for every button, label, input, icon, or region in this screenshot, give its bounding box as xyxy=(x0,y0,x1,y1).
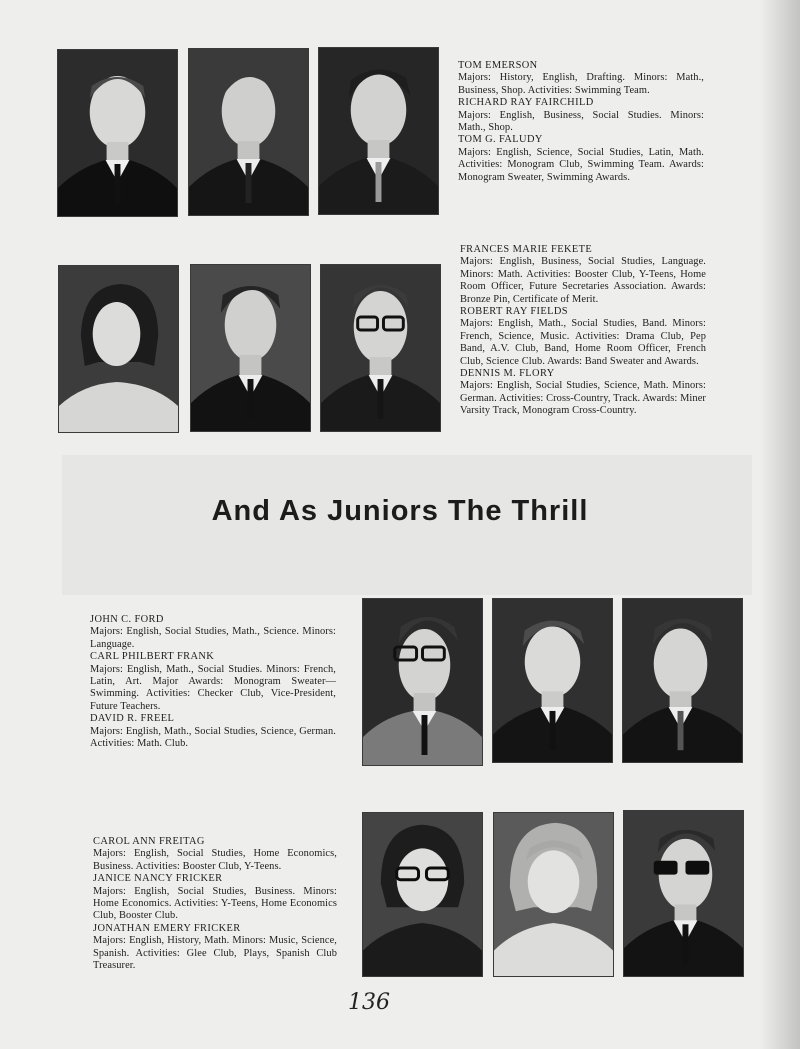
portrait-photo xyxy=(362,598,483,766)
bio-block xyxy=(93,836,337,972)
portrait-photo xyxy=(188,48,309,216)
portrait-photo xyxy=(57,49,178,217)
student-name: JONATHAN EMERY FRICKER xyxy=(93,922,241,934)
portrait-photo xyxy=(623,810,744,977)
student-name: DAVID R. FREEL xyxy=(90,713,175,725)
student-name: RICHARD RAY FAIRCHILD xyxy=(458,97,594,109)
student-details: Majors: English, Science, Social Studies, Latin, Math. Activities: Monogram Club, Swimming Team. Awards: Monogram Sweater, Swimming Awards. xyxy=(458,146,704,183)
student-details: Majors: English, Math., Social Studies. Minors: French, Latin, Art. Major Awards: Monogram Sweater—Swimming. Activities: Checker Club, Vice-President, Future Teachers. xyxy=(90,663,336,712)
student-details: Majors: English, Social Studies, Business. Minors: Home Economics. Activities: Y-Teens, Home Economics Club, Booster Club. xyxy=(93,885,337,922)
student-name: ROBERT RAY FIELDS xyxy=(460,306,568,318)
section-headline: And As Juniors The Thrill xyxy=(211,495,589,527)
student-name: TOM EMERSON xyxy=(458,60,538,71)
bio-block xyxy=(458,60,704,184)
student-details: Majors: English, Business, Social Studies, Language. Minors: Math. Activities: Booster Club, Y-Teens, Home Room Officer, Future Secretaries Association. Awards: Bronze Pin, Certificate of Merit. xyxy=(460,256,706,305)
student-details: Majors: English, Social Studies, Math., Science. Minors: Language. xyxy=(90,626,336,650)
portrait-photo xyxy=(493,812,614,977)
student-name: CARL PHILBERT FRANK xyxy=(90,651,215,663)
student-details: Majors: English, Social Studies, Science, Math. Minors: German. Activities: Cross-Country, Track. Awards: Miner Varsity Track, Monogram Cross-Country. xyxy=(460,380,706,417)
portrait-photo xyxy=(318,47,439,215)
student-name: JOHN C. FORD xyxy=(90,614,164,625)
student-details: Majors: History, English, Drafting. Minors: Math., Business, Shop. Activities: Swimming Team. xyxy=(458,72,704,96)
portrait-photo xyxy=(58,265,179,433)
student-name: CAROL ANN FREITAG xyxy=(93,836,205,847)
student-details: Majors: English, Business, Social Studies. Minors: Math., Shop. xyxy=(458,109,704,134)
student-details: Majors: English, History, Math. Minors: Music, Science, Spanish. Activities: Glee Club, Plays, Spanish Club Treasurer. xyxy=(93,935,337,972)
student-details: Majors: English, Math., Social Studies, Science, German. Activities: Math. Club. xyxy=(90,725,336,750)
student-details: Majors: English, Math., Social Studies, Band. Minors: French, Science, Music. Activities: Drama Club, Pep Band, A.V. Club, Band, Home Room Officer, French Club, Science Club. Awards: Band Sweater and Awards. xyxy=(460,318,706,367)
bio-block xyxy=(90,614,336,750)
student-name: JANICE NANCY FRICKER xyxy=(93,873,223,885)
portrait-photo xyxy=(320,264,441,432)
bio-block xyxy=(460,244,706,418)
student-name: TOM G. FALUDY xyxy=(458,134,543,146)
student-details: Majors: English, Social Studies, Home Economics, Business. Activities: Booster Club, Y-Teens. xyxy=(93,848,337,872)
portrait-photo xyxy=(622,598,743,763)
student-name: DENNIS M. FLORY xyxy=(460,368,555,380)
portrait-photo xyxy=(492,598,613,763)
student-name: FRANCES MARIE FEKETE xyxy=(460,244,593,255)
page-number: 136 xyxy=(348,990,390,1015)
portrait-photo xyxy=(362,812,483,977)
portrait-photo xyxy=(190,264,311,432)
